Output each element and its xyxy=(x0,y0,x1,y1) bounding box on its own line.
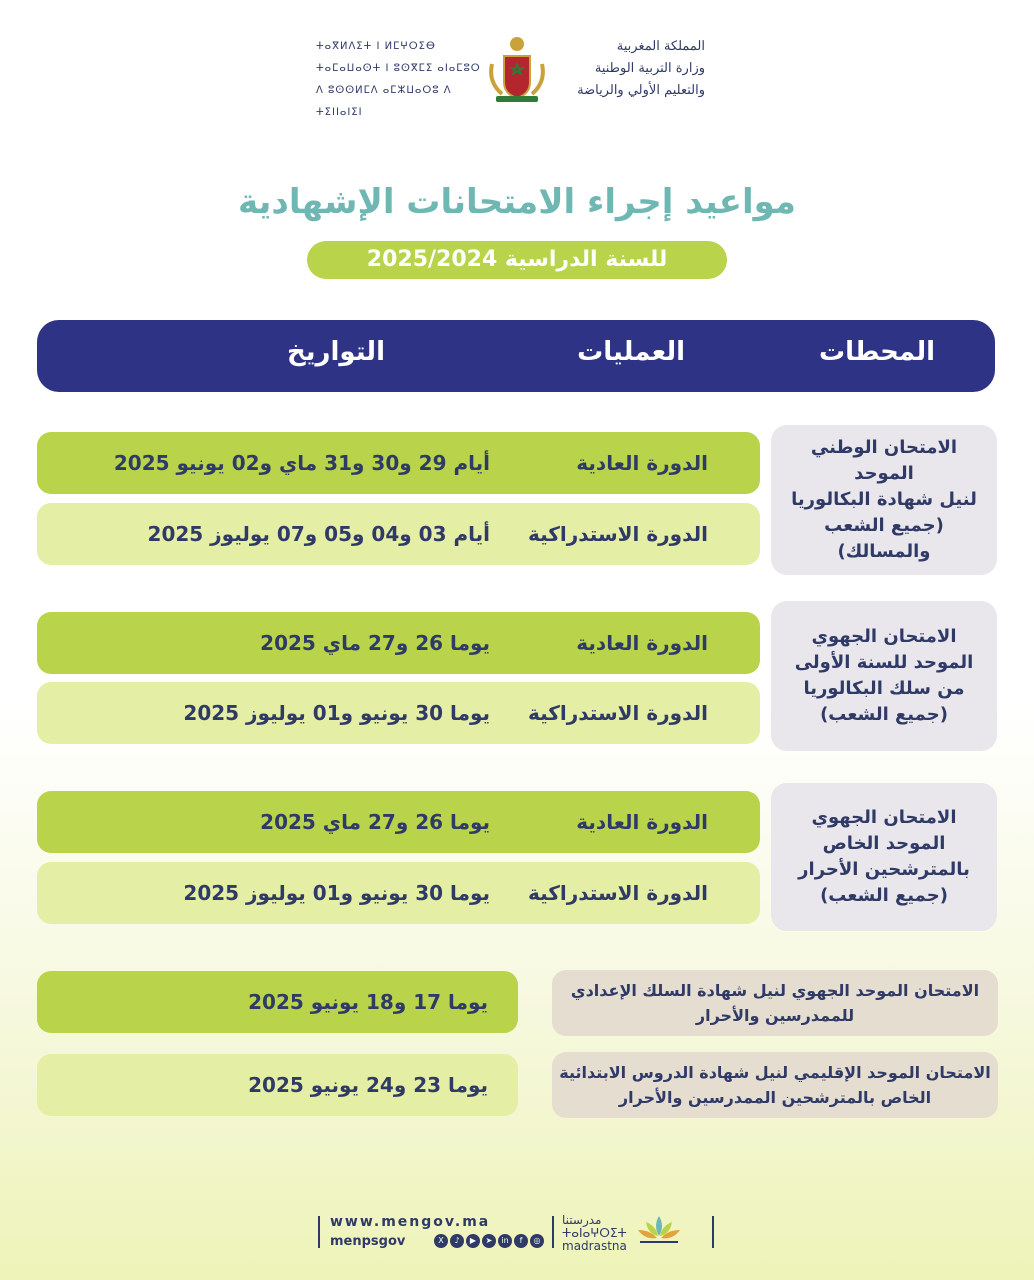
ministry-line: المملكة المغربية xyxy=(616,39,705,54)
website-link[interactable]: www.mengov.ma xyxy=(330,1214,491,1230)
table-row xyxy=(37,971,518,1033)
social-icons xyxy=(434,1234,544,1248)
table-row xyxy=(37,432,760,494)
station-middle-school-certificate: الامتحان الموحد الجهوي لنيل شهادة السلك الإعدادي للممدرسين والأحرار xyxy=(552,970,998,1036)
ministry-line: والتعليم الأولي والرياضة xyxy=(577,83,705,98)
operation-label: الدورة الاستدراكية xyxy=(527,881,708,905)
tifinagh-line: ⵜⴰⵎⴰⵡⴰⵙⵜ ⵏ ⵓⵙⴳⵎⵉ ⴰⵏⴰⵎⵓⵔ xyxy=(316,63,481,74)
table-row xyxy=(37,1054,518,1116)
date-label: يوما 26 و27 ماي 2025 xyxy=(260,810,490,834)
table-row xyxy=(37,791,760,853)
tiktok-icon[interactable]: ♪ xyxy=(450,1234,464,1248)
telegram-icon[interactable]: ➤ xyxy=(482,1234,496,1248)
brand-arabic: مدرستنا xyxy=(562,1213,602,1227)
social-handle[interactable]: menpsgov xyxy=(330,1234,406,1249)
date-label: يوما 17 و18 يونيو 2025 xyxy=(248,990,488,1014)
header-stations: المحطات xyxy=(818,337,935,367)
station-national-baccalaureate: الامتحان الوطني الموحد لنيل شهادة البكالوريا (جميع الشعب والمسالك) xyxy=(771,425,997,575)
linkedin-icon[interactable]: in xyxy=(498,1234,512,1248)
x-icon[interactable]: X xyxy=(434,1234,448,1248)
page-title: مواعيد إجراء الامتحانات الإشهادية xyxy=(238,182,796,222)
madrastna-brand xyxy=(562,1214,627,1253)
station-regional-first-year: الامتحان الجهوي الموحد للسنة الأولى من سلك البكالوريا (جميع الشعب) xyxy=(771,601,997,751)
station-primary-certificate: الامتحان الموحد الإقليمي لنيل شهادة الدروس الابتدائية الخاص بالمترشحين الممدرسين والأحرار xyxy=(552,1052,998,1118)
date-label: يوما 30 يونيو و01 يوليوز 2025 xyxy=(183,881,490,905)
header-dates: التواريخ xyxy=(287,337,385,367)
instagram-icon[interactable]: ◎ xyxy=(530,1234,544,1248)
operation-label: الدورة الاستدراكية xyxy=(527,701,708,725)
date-label: أيام 29 و30 و31 ماي و02 يونيو 2025 xyxy=(113,451,490,475)
table-header xyxy=(37,320,995,392)
footer-divider xyxy=(552,1216,554,1248)
ministry-line: وزارة التربية الوطنية xyxy=(594,61,705,76)
operation-label: الدورة العادية xyxy=(576,451,708,475)
tifinagh-line: ⴷ ⵓⵙⵙⵍⵎⴷ ⴰⵎⵣⵡⴰⵔⵓ ⴷ ⵜⵉⵏⵏⴰⵏⵉⵏ xyxy=(316,85,452,118)
date-label: يوما 26 و27 ماي 2025 xyxy=(260,631,490,655)
table-row xyxy=(37,682,760,744)
youtube-icon[interactable]: ▶ xyxy=(466,1234,480,1248)
table-row xyxy=(37,503,760,565)
footer-divider xyxy=(318,1216,320,1248)
header-operations: العمليات xyxy=(577,337,685,367)
footer xyxy=(316,1212,716,1252)
moroccan-coat-of-arms-logo xyxy=(486,34,548,106)
date-label: يوما 30 يونيو و01 يوليوز 2025 xyxy=(183,701,490,725)
table-row xyxy=(37,612,760,674)
date-label: أيام 03 و04 و05 و07 يوليوز 2025 xyxy=(147,522,490,546)
operation-label: الدورة العادية xyxy=(576,631,708,655)
date-label: يوما 23 و24 يونيو 2025 xyxy=(248,1073,488,1097)
operation-label: الدورة العادية xyxy=(576,810,708,834)
table-row xyxy=(37,862,760,924)
ministry-name-tifinagh xyxy=(316,36,486,124)
ministry-name-arabic xyxy=(545,36,705,102)
madrastna-logo xyxy=(634,1212,684,1246)
brand-tifinagh: ⵜⴰⵏⴰⵖⵔⵉⵜ xyxy=(562,1226,627,1240)
school-year-badge: للسنة الدراسية 2025/2024 xyxy=(307,241,727,279)
footer-divider xyxy=(712,1216,714,1248)
brand-latin: madrastna xyxy=(562,1239,627,1253)
facebook-icon[interactable]: f xyxy=(514,1234,528,1248)
tifinagh-line: ⵜⴰⴳⵍⴷⵉⵜ ⵏ ⵍⵎⵖⵔⵉⴱ xyxy=(316,41,436,52)
station-regional-free-candidates: الامتحان الجهوي الموحد الخاص بالمترشحين الأحرار (جميع الشعب) xyxy=(771,783,997,931)
operation-label: الدورة الاستدراكية xyxy=(527,522,708,546)
